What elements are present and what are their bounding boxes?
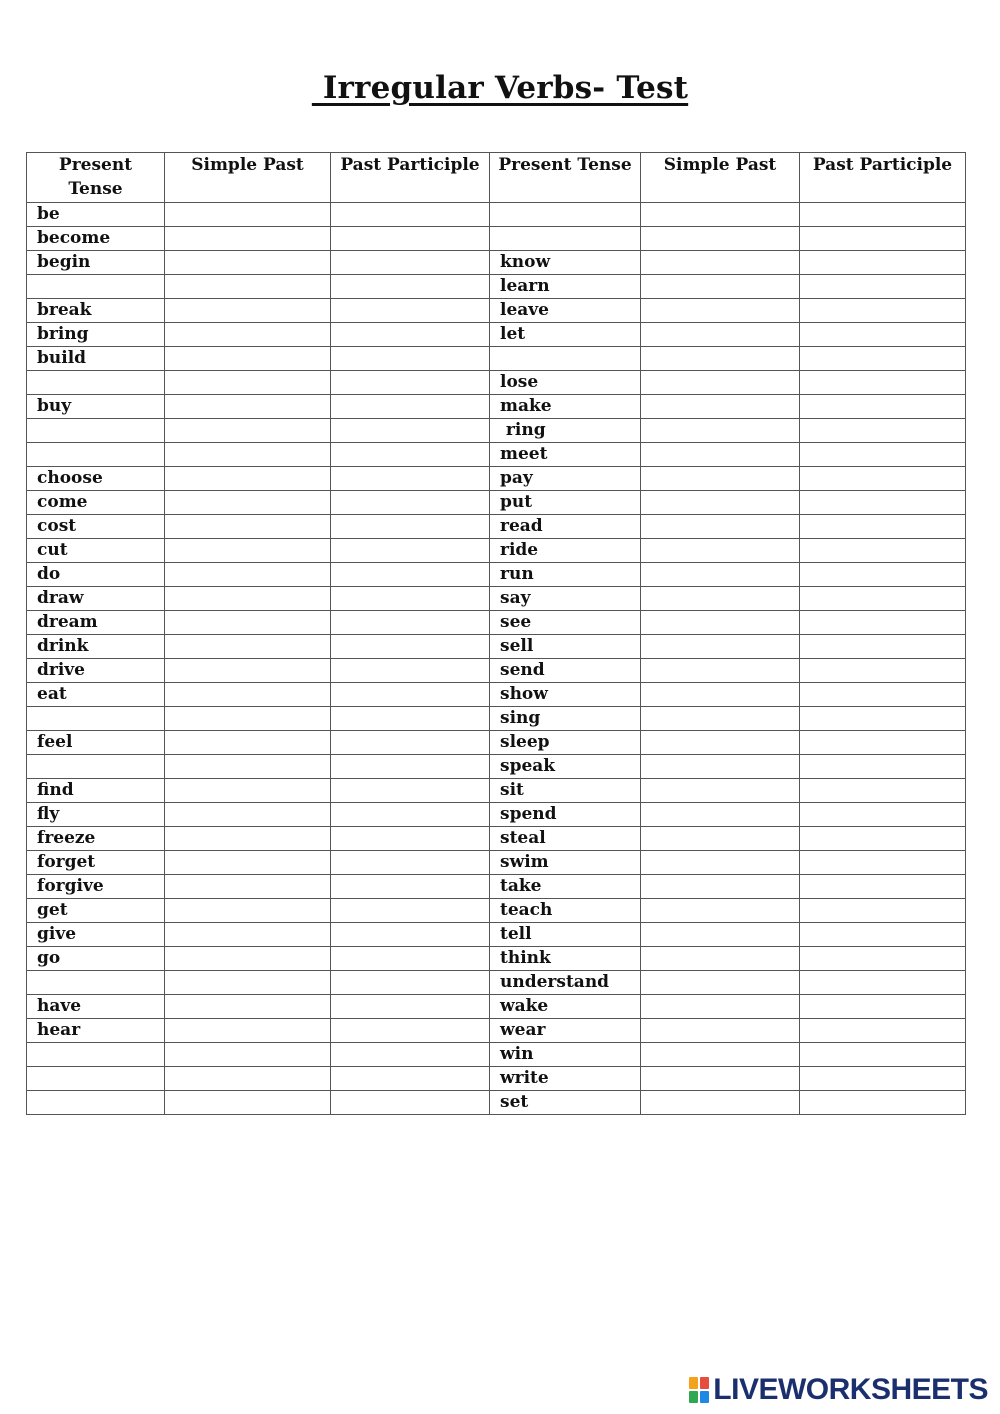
past-participle-answer-cell[interactable]: [800, 947, 966, 971]
present-tense-cell: become: [27, 227, 165, 251]
present-tense-cell: sell: [490, 635, 641, 659]
present-tense-cell: [490, 347, 641, 371]
present-tense-cell: [27, 1067, 165, 1091]
present-tense-cell: read: [490, 515, 641, 539]
past-participle-answer-cell[interactable]: [800, 275, 966, 299]
past-participle-answer-cell[interactable]: [800, 395, 966, 419]
past-participle-answer-cell[interactable]: [331, 587, 490, 611]
table-row: [27, 251, 966, 275]
simple-past-answer-cell[interactable]: [641, 875, 800, 899]
table-row: [27, 875, 966, 899]
table-row: [27, 899, 966, 923]
simple-past-answer-cell[interactable]: [165, 923, 331, 947]
present-tense-cell: [27, 1043, 165, 1067]
simple-past-answer-cell[interactable]: [165, 587, 331, 611]
past-participle-answer-cell[interactable]: [800, 803, 966, 827]
past-participle-answer-cell[interactable]: [331, 299, 490, 323]
past-participle-answer-cell[interactable]: [331, 1091, 490, 1115]
simple-past-answer-cell[interactable]: [165, 803, 331, 827]
table-row: [27, 995, 966, 1019]
simple-past-answer-cell[interactable]: [641, 419, 800, 443]
liveworksheets-logo-icon: [689, 1377, 709, 1403]
simple-past-answer-cell[interactable]: [641, 203, 800, 227]
present-tense-cell: [490, 227, 641, 251]
past-participle-answer-cell[interactable]: [800, 1067, 966, 1091]
past-participle-answer-cell[interactable]: [331, 755, 490, 779]
past-participle-answer-cell[interactable]: [331, 227, 490, 251]
table-row: [27, 1019, 966, 1043]
past-participle-answer-cell[interactable]: [800, 731, 966, 755]
simple-past-answer-cell[interactable]: [165, 323, 331, 347]
simple-past-answer-cell[interactable]: [641, 1091, 800, 1115]
present-tense-cell: make: [490, 395, 641, 419]
table-row: [27, 539, 966, 563]
past-participle-answer-cell[interactable]: [800, 539, 966, 563]
present-tense-cell: write: [490, 1067, 641, 1091]
present-tense-cell: dream: [27, 611, 165, 635]
present-tense-cell: swim: [490, 851, 641, 875]
simple-past-answer-cell[interactable]: [165, 635, 331, 659]
simple-past-answer-cell[interactable]: [165, 659, 331, 683]
table-row: [27, 923, 966, 947]
simple-past-answer-cell[interactable]: [641, 275, 800, 299]
present-tense-cell: eat: [27, 683, 165, 707]
simple-past-answer-cell[interactable]: [641, 467, 800, 491]
past-participle-answer-cell[interactable]: [331, 683, 490, 707]
past-participle-answer-cell[interactable]: [800, 779, 966, 803]
present-tense-cell: build: [27, 347, 165, 371]
simple-past-answer-cell[interactable]: [641, 803, 800, 827]
simple-past-answer-cell[interactable]: [165, 227, 331, 251]
simple-past-answer-cell[interactable]: [165, 731, 331, 755]
present-tense-cell: say: [490, 587, 641, 611]
present-tense-cell: break: [27, 299, 165, 323]
present-tense-cell: do: [27, 563, 165, 587]
present-tense-cell: lose: [490, 371, 641, 395]
past-participle-answer-cell[interactable]: [331, 395, 490, 419]
simple-past-answer-cell[interactable]: [165, 443, 331, 467]
table-row: [27, 563, 966, 587]
simple-past-answer-cell[interactable]: [641, 635, 800, 659]
simple-past-answer-cell[interactable]: [641, 947, 800, 971]
logo-square-icon: [700, 1391, 709, 1403]
past-participle-answer-cell[interactable]: [331, 203, 490, 227]
present-tense-cell: learn: [490, 275, 641, 299]
present-tense-cell: sleep: [490, 731, 641, 755]
past-participle-answer-cell[interactable]: [331, 467, 490, 491]
present-tense-cell: find: [27, 779, 165, 803]
present-tense-cell: be: [27, 203, 165, 227]
table-row: [27, 1067, 966, 1091]
simple-past-answer-cell[interactable]: [165, 467, 331, 491]
past-participle-answer-cell[interactable]: [331, 1019, 490, 1043]
present-tense-cell: take: [490, 875, 641, 899]
simple-past-answer-cell[interactable]: [641, 491, 800, 515]
past-participle-answer-cell[interactable]: [331, 851, 490, 875]
past-participle-answer-cell[interactable]: [800, 923, 966, 947]
present-tense-cell: hear: [27, 1019, 165, 1043]
present-tense-cell: drink: [27, 635, 165, 659]
past-participle-answer-cell[interactable]: [331, 707, 490, 731]
table-row: [27, 707, 966, 731]
present-tense-cell: [27, 419, 165, 443]
present-tense-cell: [27, 275, 165, 299]
past-participle-answer-cell[interactable]: [331, 947, 490, 971]
simple-past-answer-cell[interactable]: [165, 395, 331, 419]
simple-past-answer-cell[interactable]: [641, 1019, 800, 1043]
past-participle-answer-cell[interactable]: [800, 995, 966, 1019]
simple-past-answer-cell[interactable]: [165, 995, 331, 1019]
past-participle-answer-cell[interactable]: [331, 731, 490, 755]
simple-past-answer-cell[interactable]: [641, 323, 800, 347]
past-participle-answer-cell[interactable]: [800, 371, 966, 395]
past-participle-answer-cell[interactable]: [800, 515, 966, 539]
simple-past-answer-cell[interactable]: [641, 539, 800, 563]
simple-past-answer-cell[interactable]: [165, 875, 331, 899]
present-tense-cell: spend: [490, 803, 641, 827]
past-participle-answer-cell[interactable]: [331, 827, 490, 851]
table-row: [27, 635, 966, 659]
past-participle-answer-cell[interactable]: [331, 635, 490, 659]
header-simple-past-2: Simple Past: [641, 153, 800, 203]
table-row: [27, 299, 966, 323]
present-tense-cell: [27, 971, 165, 995]
past-participle-answer-cell[interactable]: [800, 587, 966, 611]
present-tense-cell: get: [27, 899, 165, 923]
simple-past-answer-cell[interactable]: [165, 827, 331, 851]
present-tense-cell: cost: [27, 515, 165, 539]
simple-past-answer-cell[interactable]: [165, 1043, 331, 1067]
header-past-participle-1: Past Participle: [331, 153, 490, 203]
simple-past-answer-cell[interactable]: [165, 851, 331, 875]
past-participle-answer-cell[interactable]: [800, 1091, 966, 1115]
logo-square-icon: [689, 1377, 698, 1389]
table-row: [27, 851, 966, 875]
liveworksheets-logo: [689, 1374, 988, 1406]
past-participle-answer-cell[interactable]: [331, 419, 490, 443]
present-tense-cell: meet: [490, 443, 641, 467]
simple-past-answer-cell[interactable]: [165, 779, 331, 803]
present-tense-cell: [27, 755, 165, 779]
simple-past-answer-cell[interactable]: [641, 227, 800, 251]
past-participle-answer-cell[interactable]: [331, 515, 490, 539]
simple-past-answer-cell[interactable]: [165, 347, 331, 371]
header-present-tense-1: [27, 153, 165, 203]
simple-past-answer-cell[interactable]: [165, 491, 331, 515]
table-row: [27, 275, 966, 299]
simple-past-answer-cell[interactable]: [641, 251, 800, 275]
past-participle-answer-cell[interactable]: [800, 659, 966, 683]
table-row: [27, 227, 966, 251]
present-tense-cell: speak: [490, 755, 641, 779]
present-tense-cell: forgive: [27, 875, 165, 899]
past-participle-answer-cell[interactable]: [800, 467, 966, 491]
header-line: Present: [58, 155, 133, 175]
table-row: [27, 683, 966, 707]
simple-past-answer-cell[interactable]: [165, 515, 331, 539]
past-participle-answer-cell[interactable]: [331, 371, 490, 395]
past-participle-answer-cell[interactable]: [800, 227, 966, 251]
logo-square-icon: [689, 1391, 698, 1403]
past-participle-answer-cell[interactable]: [331, 923, 490, 947]
past-participle-answer-cell[interactable]: [800, 251, 966, 275]
simple-past-answer-cell[interactable]: [165, 563, 331, 587]
simple-past-answer-cell[interactable]: [165, 1091, 331, 1115]
simple-past-answer-cell[interactable]: [641, 371, 800, 395]
simple-past-answer-cell[interactable]: [165, 251, 331, 275]
simple-past-answer-cell[interactable]: [165, 539, 331, 563]
table-row: [27, 467, 966, 491]
simple-past-answer-cell[interactable]: [165, 419, 331, 443]
simple-past-answer-cell[interactable]: [641, 395, 800, 419]
verb-rows: [27, 203, 966, 1115]
present-tense-cell: draw: [27, 587, 165, 611]
past-participle-answer-cell[interactable]: [331, 563, 490, 587]
simple-past-answer-cell[interactable]: [165, 611, 331, 635]
present-tense-cell: leave: [490, 299, 641, 323]
table-header-row: [27, 153, 966, 203]
present-tense-cell: think: [490, 947, 641, 971]
table-row: [27, 731, 966, 755]
simple-past-answer-cell[interactable]: [165, 1019, 331, 1043]
table-row: [27, 1043, 966, 1067]
present-tense-cell: win: [490, 1043, 641, 1067]
past-participle-answer-cell[interactable]: [800, 611, 966, 635]
simple-past-answer-cell[interactable]: [165, 275, 331, 299]
table-row: [27, 347, 966, 371]
simple-past-answer-cell[interactable]: [641, 683, 800, 707]
present-tense-cell: show: [490, 683, 641, 707]
table-row: [27, 779, 966, 803]
present-tense-cell: bring: [27, 323, 165, 347]
present-tense-cell: freeze: [27, 827, 165, 851]
past-participle-answer-cell[interactable]: [331, 491, 490, 515]
past-participle-answer-cell[interactable]: [331, 539, 490, 563]
past-participle-answer-cell[interactable]: [331, 443, 490, 467]
simple-past-answer-cell[interactable]: [165, 1067, 331, 1091]
simple-past-answer-cell[interactable]: [641, 995, 800, 1019]
past-participle-answer-cell[interactable]: [800, 875, 966, 899]
table-row: [27, 587, 966, 611]
past-participle-answer-cell[interactable]: [331, 875, 490, 899]
present-tense-cell: let: [490, 323, 641, 347]
present-tense-cell: come: [27, 491, 165, 515]
past-participle-answer-cell[interactable]: [800, 347, 966, 371]
present-tense-cell: send: [490, 659, 641, 683]
past-participle-answer-cell[interactable]: [800, 827, 966, 851]
simple-past-answer-cell[interactable]: [165, 683, 331, 707]
header-present-tense-2: Present Tense: [490, 153, 641, 203]
past-participle-answer-cell[interactable]: [331, 899, 490, 923]
past-participle-answer-cell[interactable]: [800, 851, 966, 875]
present-tense-cell: understand: [490, 971, 641, 995]
past-participle-answer-cell[interactable]: [800, 419, 966, 443]
logo-square-icon: [700, 1377, 709, 1389]
present-tense-cell: wake: [490, 995, 641, 1019]
simple-past-answer-cell[interactable]: [165, 971, 331, 995]
logo-text: LIVEWORKSHEETS: [713, 1373, 988, 1406]
table-row: [27, 515, 966, 539]
simple-past-answer-cell[interactable]: [165, 371, 331, 395]
simple-past-answer-cell[interactable]: [165, 707, 331, 731]
present-tense-cell: run: [490, 563, 641, 587]
present-tense-cell: know: [490, 251, 641, 275]
present-tense-cell: set: [490, 1091, 641, 1115]
present-tense-cell: feel: [27, 731, 165, 755]
table-row: [27, 443, 966, 467]
past-participle-answer-cell[interactable]: [800, 1043, 966, 1067]
simple-past-answer-cell[interactable]: [165, 899, 331, 923]
past-participle-answer-cell[interactable]: [331, 611, 490, 635]
table-row: [27, 755, 966, 779]
present-tense-cell: ring: [490, 419, 641, 443]
simple-past-answer-cell[interactable]: [641, 299, 800, 323]
past-participle-answer-cell[interactable]: [800, 203, 966, 227]
page-title: Irregular Verbs- Test: [311, 70, 689, 106]
past-participle-answer-cell[interactable]: [800, 971, 966, 995]
present-tense-cell: ride: [490, 539, 641, 563]
present-tense-cell: drive: [27, 659, 165, 683]
present-tense-cell: sing: [490, 707, 641, 731]
simple-past-answer-cell[interactable]: [641, 779, 800, 803]
present-tense-cell: sit: [490, 779, 641, 803]
simple-past-answer-cell[interactable]: [165, 755, 331, 779]
present-tense-cell: forget: [27, 851, 165, 875]
table-row: [27, 419, 966, 443]
header-past-participle-2: Past Participle: [800, 153, 966, 203]
table-row: [27, 827, 966, 851]
simple-past-answer-cell[interactable]: [165, 203, 331, 227]
present-tense-cell: give: [27, 923, 165, 947]
past-participle-answer-cell[interactable]: [800, 707, 966, 731]
simple-past-answer-cell[interactable]: [641, 1067, 800, 1091]
simple-past-answer-cell[interactable]: [641, 851, 800, 875]
present-tense-cell: pay: [490, 467, 641, 491]
past-participle-answer-cell[interactable]: [800, 491, 966, 515]
present-tense-cell: have: [27, 995, 165, 1019]
verbs-table: [26, 152, 966, 1115]
present-tense-cell: go: [27, 947, 165, 971]
past-participle-answer-cell[interactable]: [331, 971, 490, 995]
past-participle-answer-cell[interactable]: [331, 995, 490, 1019]
table-row: [27, 371, 966, 395]
present-tense-cell: see: [490, 611, 641, 635]
simple-past-answer-cell[interactable]: [641, 755, 800, 779]
header-simple-past-1: Simple Past: [165, 153, 331, 203]
present-tense-cell: wear: [490, 1019, 641, 1043]
simple-past-answer-cell[interactable]: [641, 731, 800, 755]
present-tense-cell: choose: [27, 467, 165, 491]
table-row: [27, 203, 966, 227]
present-tense-cell: [27, 443, 165, 467]
past-participle-answer-cell[interactable]: [800, 899, 966, 923]
past-participle-answer-cell[interactable]: [800, 563, 966, 587]
table-row: [27, 1091, 966, 1115]
past-participle-answer-cell[interactable]: [331, 323, 490, 347]
table-row: [27, 395, 966, 419]
present-tense-cell: buy: [27, 395, 165, 419]
simple-past-answer-cell[interactable]: [641, 443, 800, 467]
present-tense-cell: tell: [490, 923, 641, 947]
past-participle-answer-cell[interactable]: [331, 251, 490, 275]
table-row: [27, 947, 966, 971]
table-row: [27, 611, 966, 635]
past-participle-answer-cell[interactable]: [800, 683, 966, 707]
present-tense-cell: [490, 203, 641, 227]
past-participle-answer-cell[interactable]: [331, 1067, 490, 1091]
simple-past-answer-cell[interactable]: [641, 563, 800, 587]
simple-past-answer-cell[interactable]: [641, 1043, 800, 1067]
present-tense-cell: put: [490, 491, 641, 515]
simple-past-answer-cell[interactable]: [641, 923, 800, 947]
table-row: [27, 323, 966, 347]
present-tense-cell: [27, 371, 165, 395]
present-tense-cell: teach: [490, 899, 641, 923]
present-tense-cell: begin: [27, 251, 165, 275]
table-row: [27, 971, 966, 995]
past-participle-answer-cell[interactable]: [800, 635, 966, 659]
simple-past-answer-cell[interactable]: [641, 611, 800, 635]
past-participle-answer-cell[interactable]: [331, 659, 490, 683]
table-row: [27, 659, 966, 683]
past-participle-answer-cell[interactable]: [800, 299, 966, 323]
simple-past-answer-cell[interactable]: [641, 659, 800, 683]
present-tense-cell: cut: [27, 539, 165, 563]
present-tense-cell: fly: [27, 803, 165, 827]
past-participle-answer-cell[interactable]: [800, 443, 966, 467]
table-row: [27, 803, 966, 827]
past-participle-answer-cell[interactable]: [800, 323, 966, 347]
simple-past-answer-cell[interactable]: [165, 299, 331, 323]
present-tense-cell: [27, 1091, 165, 1115]
simple-past-answer-cell[interactable]: [641, 587, 800, 611]
header-line: Tense: [68, 179, 123, 199]
simple-past-answer-cell[interactable]: [641, 515, 800, 539]
present-tense-cell: [27, 707, 165, 731]
simple-past-answer-cell[interactable]: [641, 707, 800, 731]
past-participle-answer-cell[interactable]: [331, 1043, 490, 1067]
past-participle-answer-cell[interactable]: [331, 347, 490, 371]
simple-past-answer-cell[interactable]: [165, 947, 331, 971]
past-participle-answer-cell[interactable]: [331, 275, 490, 299]
present-tense-cell: steal: [490, 827, 641, 851]
simple-past-answer-cell[interactable]: [641, 347, 800, 371]
past-participle-answer-cell[interactable]: [331, 779, 490, 803]
past-participle-answer-cell[interactable]: [331, 803, 490, 827]
simple-past-answer-cell[interactable]: [641, 971, 800, 995]
simple-past-answer-cell[interactable]: [641, 827, 800, 851]
past-participle-answer-cell[interactable]: [800, 1019, 966, 1043]
simple-past-answer-cell[interactable]: [641, 899, 800, 923]
past-participle-answer-cell[interactable]: [800, 755, 966, 779]
table-row: [27, 491, 966, 515]
